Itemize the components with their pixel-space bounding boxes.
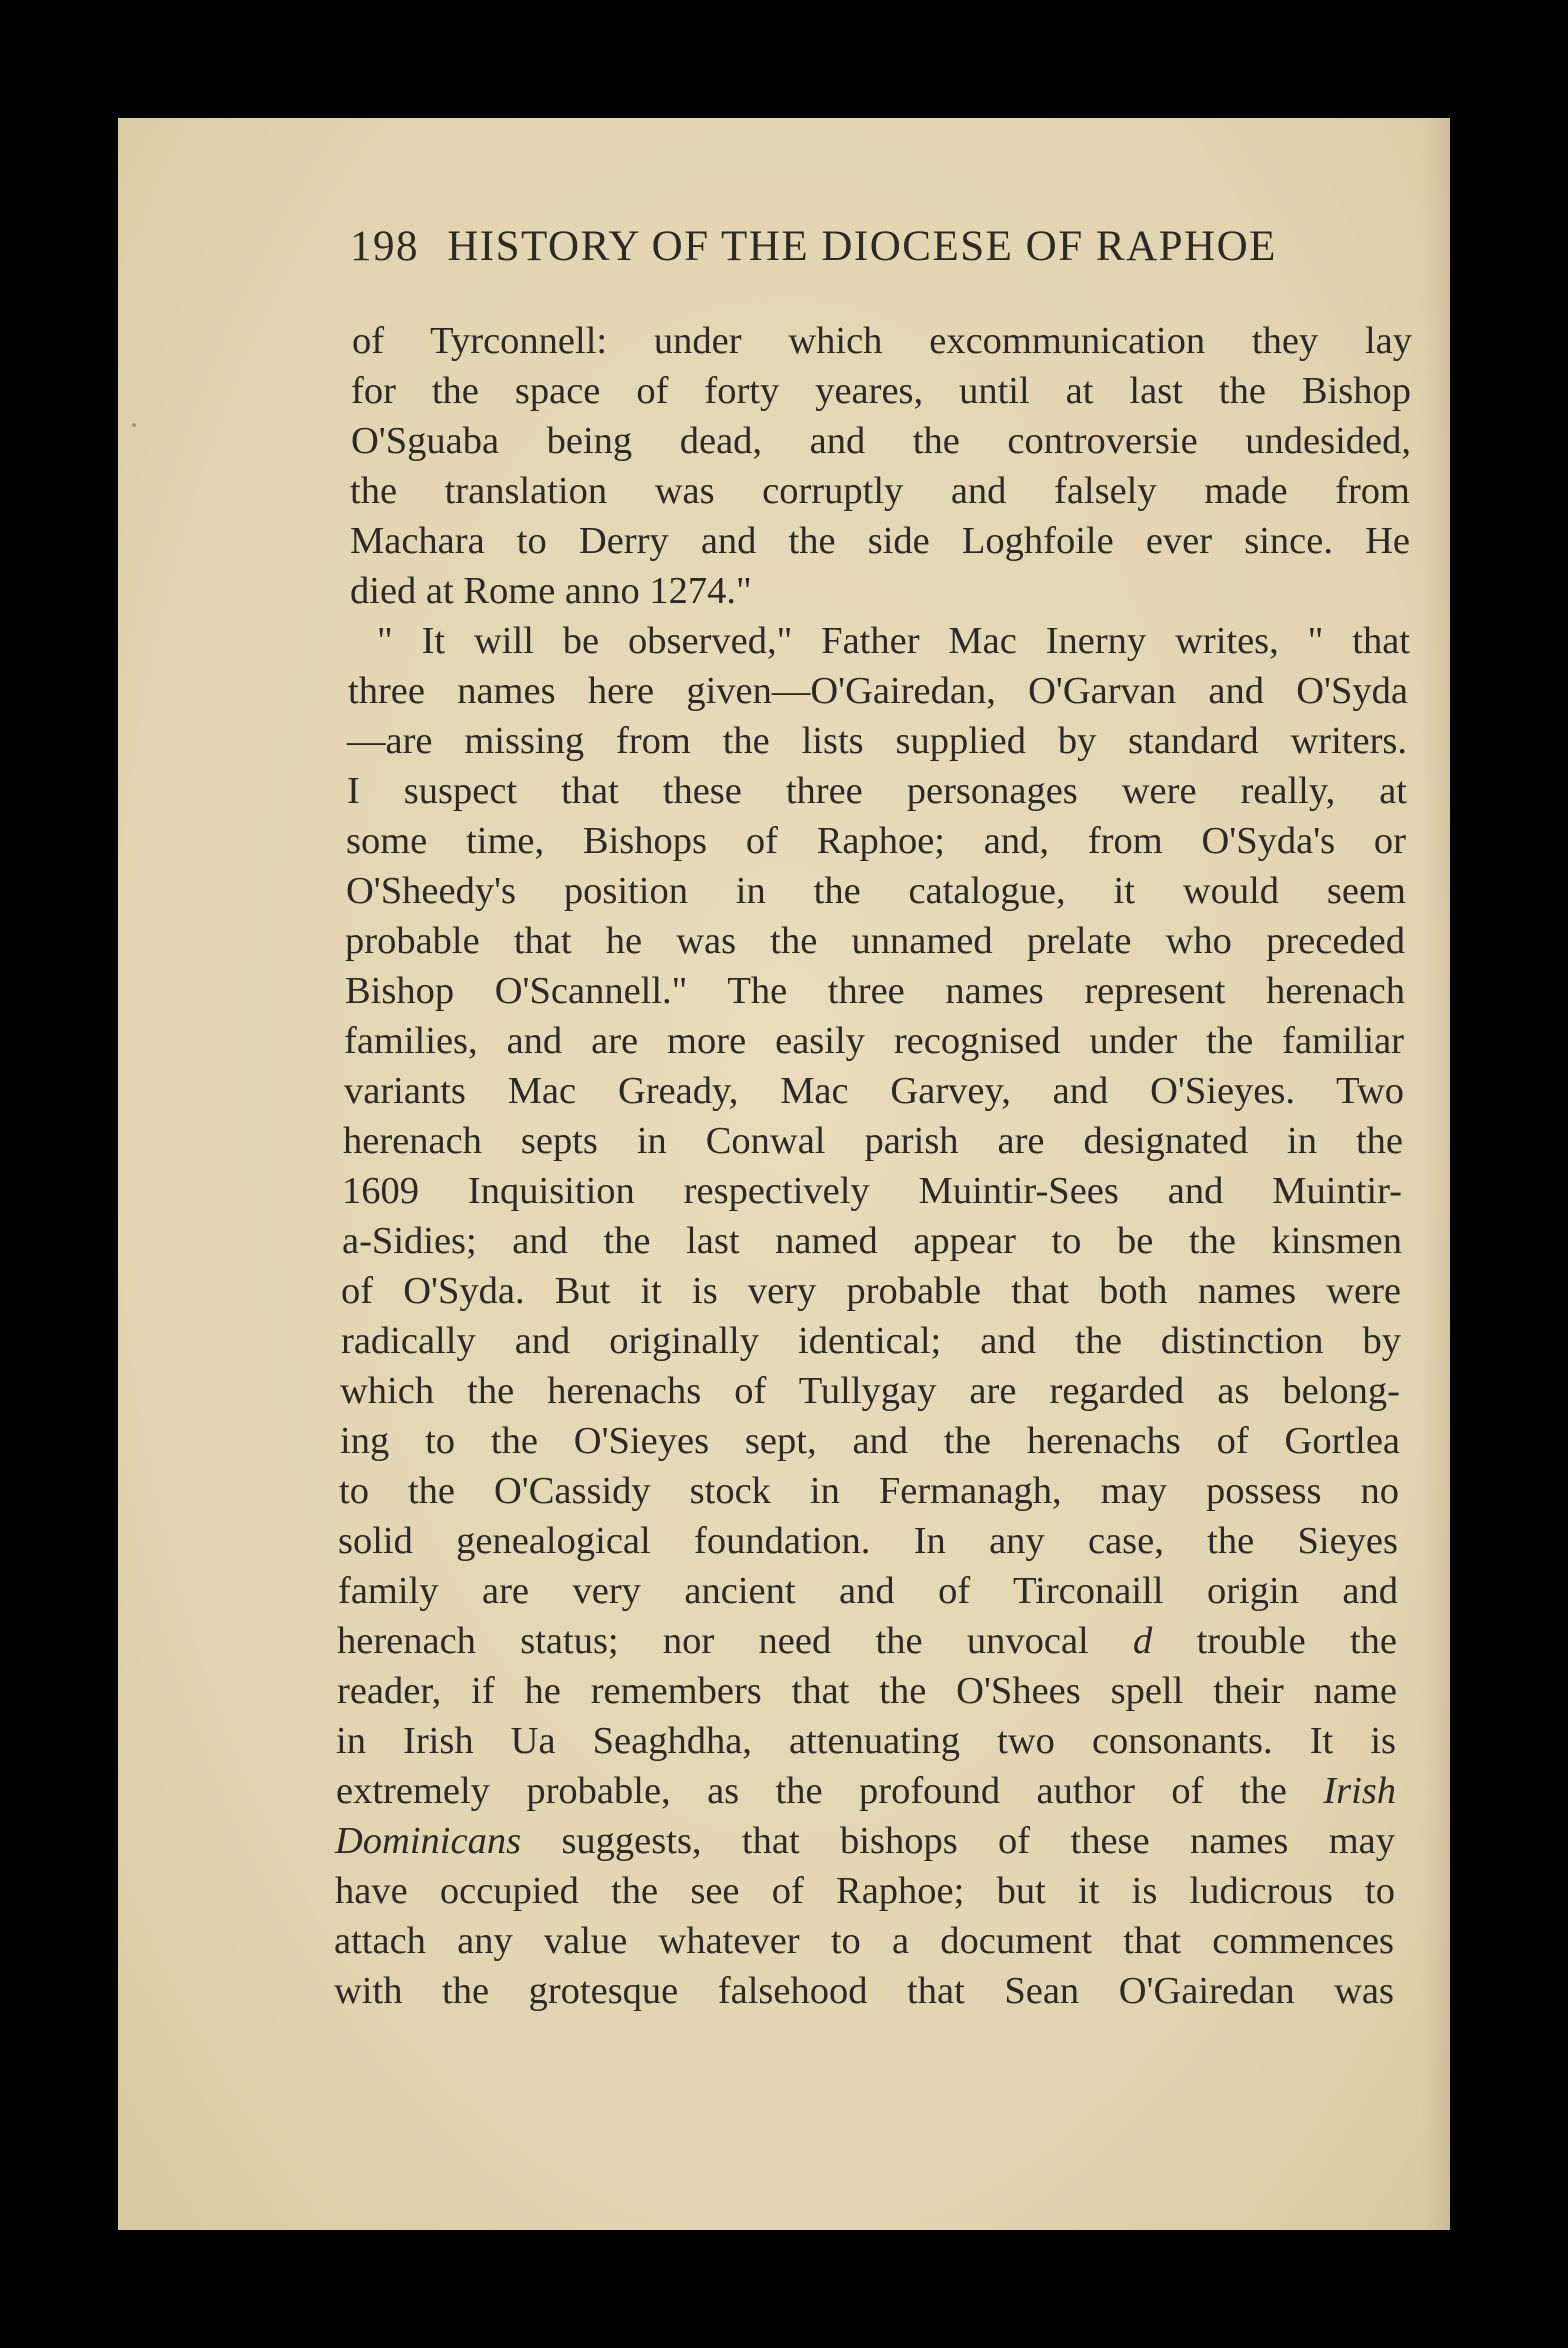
book-page — [118, 118, 1450, 2230]
text-line: died at Rome anno 1274." — [350, 570, 752, 612]
text-line: Machara to Derry and the side Loghfoile ever since. He — [350, 520, 1410, 562]
text-line: ing to the O'Sieyes sept, and the herenachs of Gortlea — [340, 1420, 1400, 1462]
text-line: herenach septs in Conwal parish are designated in the — [343, 1120, 1403, 1162]
text-line: a-Sidies; and the last named appear to be the kinsmen — [342, 1220, 1402, 1262]
paragraph-first-line: " It will be observed," Father Mac Inerny writes, " that — [377, 620, 1410, 662]
text-line: O'Sheedy's position in the catalogue, it would seem — [346, 870, 1406, 912]
text-line: solid genealogical foundation. In any case, the Sieyes — [338, 1520, 1398, 1562]
text-line: families, and are more easily recognised under the familiar — [344, 1020, 1404, 1062]
text-line: —are missing from the lists supplied by standard writers. — [347, 720, 1407, 762]
text-line: O'Sguaba being dead, and the controversie undesided, — [351, 420, 1411, 462]
text-line: which the herenachs of Tullygay are regarded as belong- — [340, 1370, 1400, 1412]
text-line: herenach status; nor need the unvocal d trouble the — [337, 1620, 1397, 1662]
text-line: Bishop O'Scannell." The three names represent herenach — [345, 970, 1405, 1012]
body-text — [118, 118, 1450, 2230]
text-line: some time, Bishops of Raphoe; and, from O'Syda's or — [346, 820, 1406, 862]
text-line: 1609 Inquisition respectively Muintir-Sees and Muintir- — [342, 1170, 1402, 1212]
text-line: radically and originally identical; and the distinction by — [341, 1320, 1401, 1362]
text-line: probable that he was the unnamed prelate who preceded — [345, 920, 1405, 962]
page-number: 198 — [350, 223, 419, 270]
text-line: to the O'Cassidy stock in Fermanagh, may possess no — [339, 1470, 1399, 1512]
text-line: three names here given—O'Gairedan, O'Garvan and O'Syda — [348, 670, 1408, 712]
text-line: of Tyrconnell: under which excommunication they lay — [352, 320, 1412, 362]
text-line: have occupied the see of Raphoe; but it is ludicrous to — [335, 1870, 1395, 1912]
text-line: for the space of forty yeares, until at last the Bishop — [351, 370, 1411, 412]
text-line: the translation was corruptly and falsely made from — [350, 470, 1410, 512]
text-line: family are very ancient and of Tirconaill origin and — [338, 1570, 1398, 1612]
text-line: of O'Syda. But it is very probable that both names were — [341, 1270, 1401, 1312]
text-line: reader, if he remembers that the O'Shees spell their name — [337, 1670, 1397, 1712]
text-line: attach any value whatever to a document that commences — [334, 1920, 1394, 1962]
text-line: I suspect that these three personages were really, at — [347, 770, 1407, 812]
running-title: HISTORY OF THE DIOCESE OF RAPHOE — [447, 223, 1277, 270]
text-line: Dominicans suggests, that bishops of these names may — [335, 1820, 1395, 1862]
text-line: variants Mac Gready, Mac Garvey, and O'Sieyes. Two — [344, 1070, 1404, 1112]
text-line: in Irish Ua Seaghdha, attenuating two consonants. It is — [336, 1720, 1396, 1762]
text-line: extremely probable, as the profound author of the Irish — [336, 1770, 1396, 1812]
text-line: with the grotesque falsehood that Sean O'Gairedan was — [334, 1970, 1394, 2012]
